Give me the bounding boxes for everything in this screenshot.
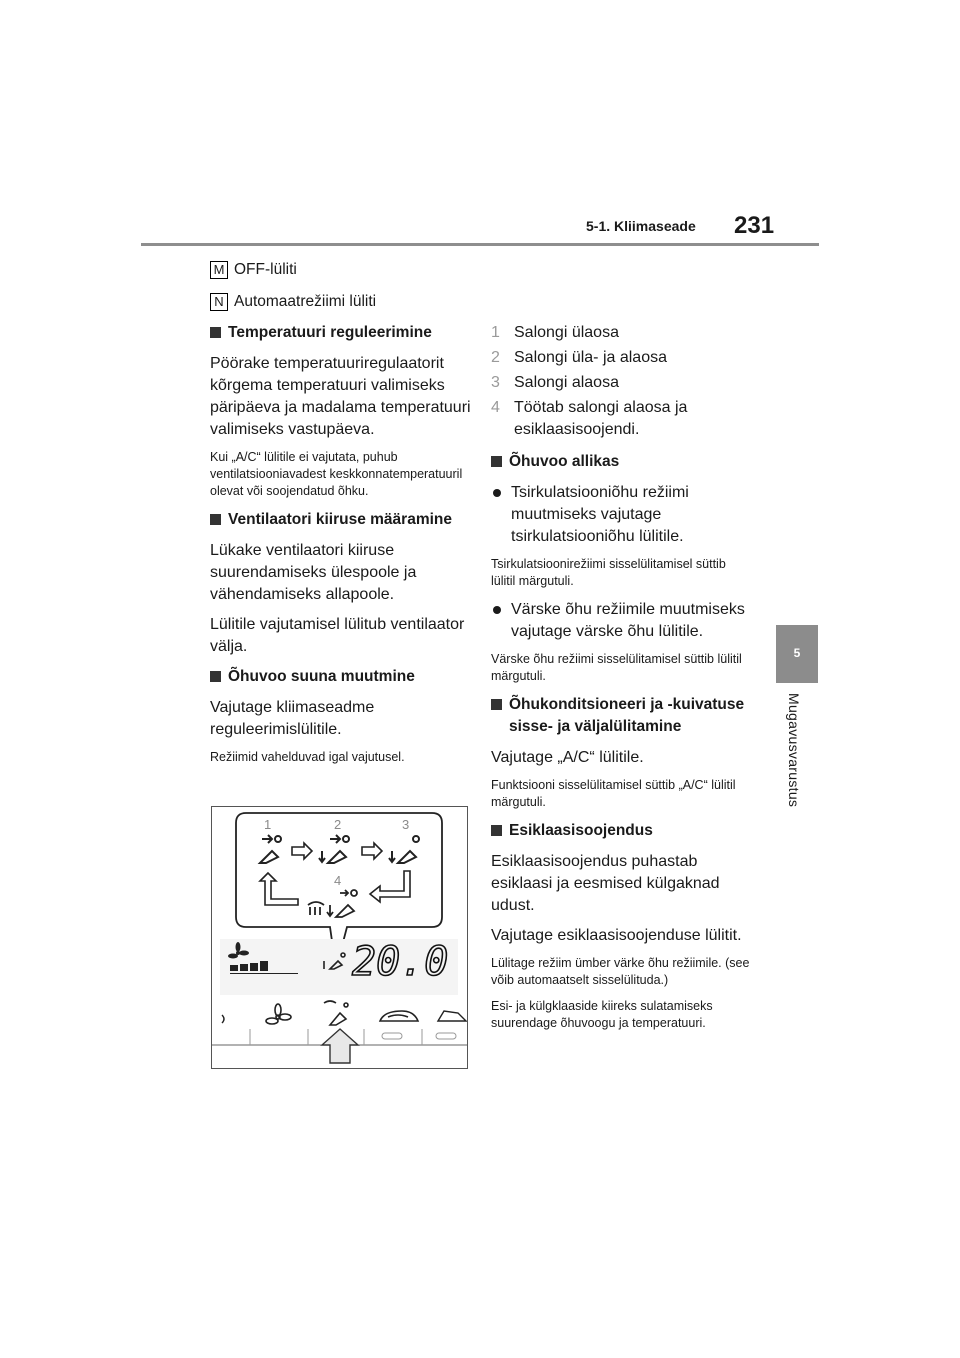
- recirculation-button-icon[interactable]: [380, 1011, 418, 1021]
- ac-body: Vajutage „A/C“ lülitile.: [491, 749, 644, 766]
- mode-item-2: 2 Salongi üla- ja alaosa: [491, 349, 667, 366]
- left-column: [210, 322, 472, 775]
- source-heading: Õhuvoo allikas: [491, 451, 753, 473]
- bullet-dot-icon: [493, 606, 501, 614]
- section-bullet-icon: [210, 327, 221, 338]
- bullet-dot-icon: [493, 489, 501, 497]
- ac-note: Funktsiooni sisselülitamisel süttib „A/C“ lülitil märgutuli.: [491, 778, 736, 809]
- mode-label-4: 4: [334, 873, 342, 888]
- partial-button-icon: [222, 1015, 224, 1023]
- indicator-light: [382, 1033, 402, 1039]
- mode-button-icon[interactable]: [324, 1001, 348, 1025]
- page-number: 231: [734, 212, 775, 239]
- mode-item-4: 4 Töötab salongi alaosa ja esiklaasisoojendi.: [491, 399, 688, 438]
- defog-note-1: Lülitage režiim ümber värke õhu režiimile. (see võib automaatselt sisselülituda.): [491, 956, 750, 987]
- section-bullet-icon: [210, 671, 221, 682]
- defog-body-2: Vajutage esiklaasisoojenduse lülitit.: [491, 927, 742, 944]
- ac-heading: Õhukonditsioneeri ja -kuivatuse sisse- ja väljalülitamine: [491, 694, 753, 738]
- airflow-diagram-svg: [212, 807, 467, 1068]
- defog-body-1: Esiklaasisoojendus puhastab esiklaasi ja eesmised külgaknad udust.: [491, 853, 720, 914]
- source-note-2: Värske õhu režiimi sisselülitamisel süttib lülitil märgutuli.: [491, 652, 742, 683]
- header-divider: [141, 243, 819, 246]
- mode-label-3: 3: [402, 817, 410, 832]
- section-bullet-icon: [491, 699, 502, 710]
- airflow-mode-illustration: [211, 806, 468, 1069]
- key-letter-m: M: [210, 261, 228, 279]
- fan-body-1: Lükake ventilaatori kiiruse suurendamiseks ülespoole ja vähendamiseks allapoole.: [210, 542, 417, 603]
- direction-note: Režiimid vahelduvad igal vajutusel.: [210, 750, 405, 764]
- defog-heading: Esiklaasisoojendus: [491, 820, 753, 842]
- temperature-readout: 20.0: [352, 939, 449, 985]
- key-letter-n: N: [210, 293, 228, 311]
- key-line-m: [210, 261, 297, 279]
- fresh-air-button-icon[interactable]: [438, 1011, 466, 1021]
- key-text-n: Automaatrežiimi lüliti: [234, 293, 377, 310]
- section-title: 5-1. Kliimaseade: [586, 218, 696, 234]
- fan-heading: Ventilaatori kiiruse määramine: [210, 509, 472, 531]
- source-note-1: Tsirkulatsioonirežiimi sisselülitamisel süttib lülitil märgutuli.: [491, 557, 726, 588]
- press-arrow-icon: [322, 1029, 358, 1063]
- defog-note-2: Esi- ja külgklaaside kiireks sulatamiseks suurendage õhuvoogu ja temperatuuri.: [491, 999, 713, 1030]
- mode-label-1: 1: [264, 817, 272, 832]
- section-bullet-icon: [491, 825, 502, 836]
- mode-item-1: 1 Salongi ülaosa: [491, 324, 619, 341]
- temp-body: Pöörake temperatuuriregulaatorit kõrgema temperatuuri valimiseks päripäeva ja madalama temperatuuri valimiseks vastupäeva.: [210, 355, 471, 438]
- section-bullet-icon: [491, 456, 502, 467]
- source-bullet-1: Tsirkulatsiooniõhu režiimi muutmiseks vajutage tsirkulatsiooniõhu lülitile.: [491, 482, 753, 548]
- direction-body: Vajutage kliimaseadme reguleerimislülitile.: [210, 699, 375, 738]
- key-line-n: [210, 293, 376, 311]
- chapter-title: Mugavusvarustus: [786, 693, 802, 808]
- mode-label-2: 2: [334, 817, 342, 832]
- indicator-light: [436, 1033, 456, 1039]
- temp-note: Kui „A/C“ lülitile ei vajutata, puhub ventilatsiooniavadest keskkonnatemperatuuril olevat või soojendatud õhku.: [210, 450, 463, 498]
- fan-body-2: Lülitile vajutamisel lülitub ventilaator välja.: [210, 616, 465, 655]
- right-column: [491, 322, 753, 1041]
- section-bullet-icon: [210, 514, 221, 525]
- direction-heading: Õhuvoo suuna muutmine: [210, 666, 472, 688]
- fan-button-icon[interactable]: [266, 1004, 291, 1024]
- source-bullet-2: Värske õhu režiimile muutmiseks vajutage värske õhu lülitile.: [491, 599, 753, 643]
- temp-heading: Temperatuuri reguleerimine: [210, 322, 472, 344]
- key-text-m: OFF-lüliti: [234, 261, 297, 278]
- chapter-tab: 5: [776, 625, 818, 683]
- mode-item-3: 3 Salongi alaosa: [491, 374, 619, 391]
